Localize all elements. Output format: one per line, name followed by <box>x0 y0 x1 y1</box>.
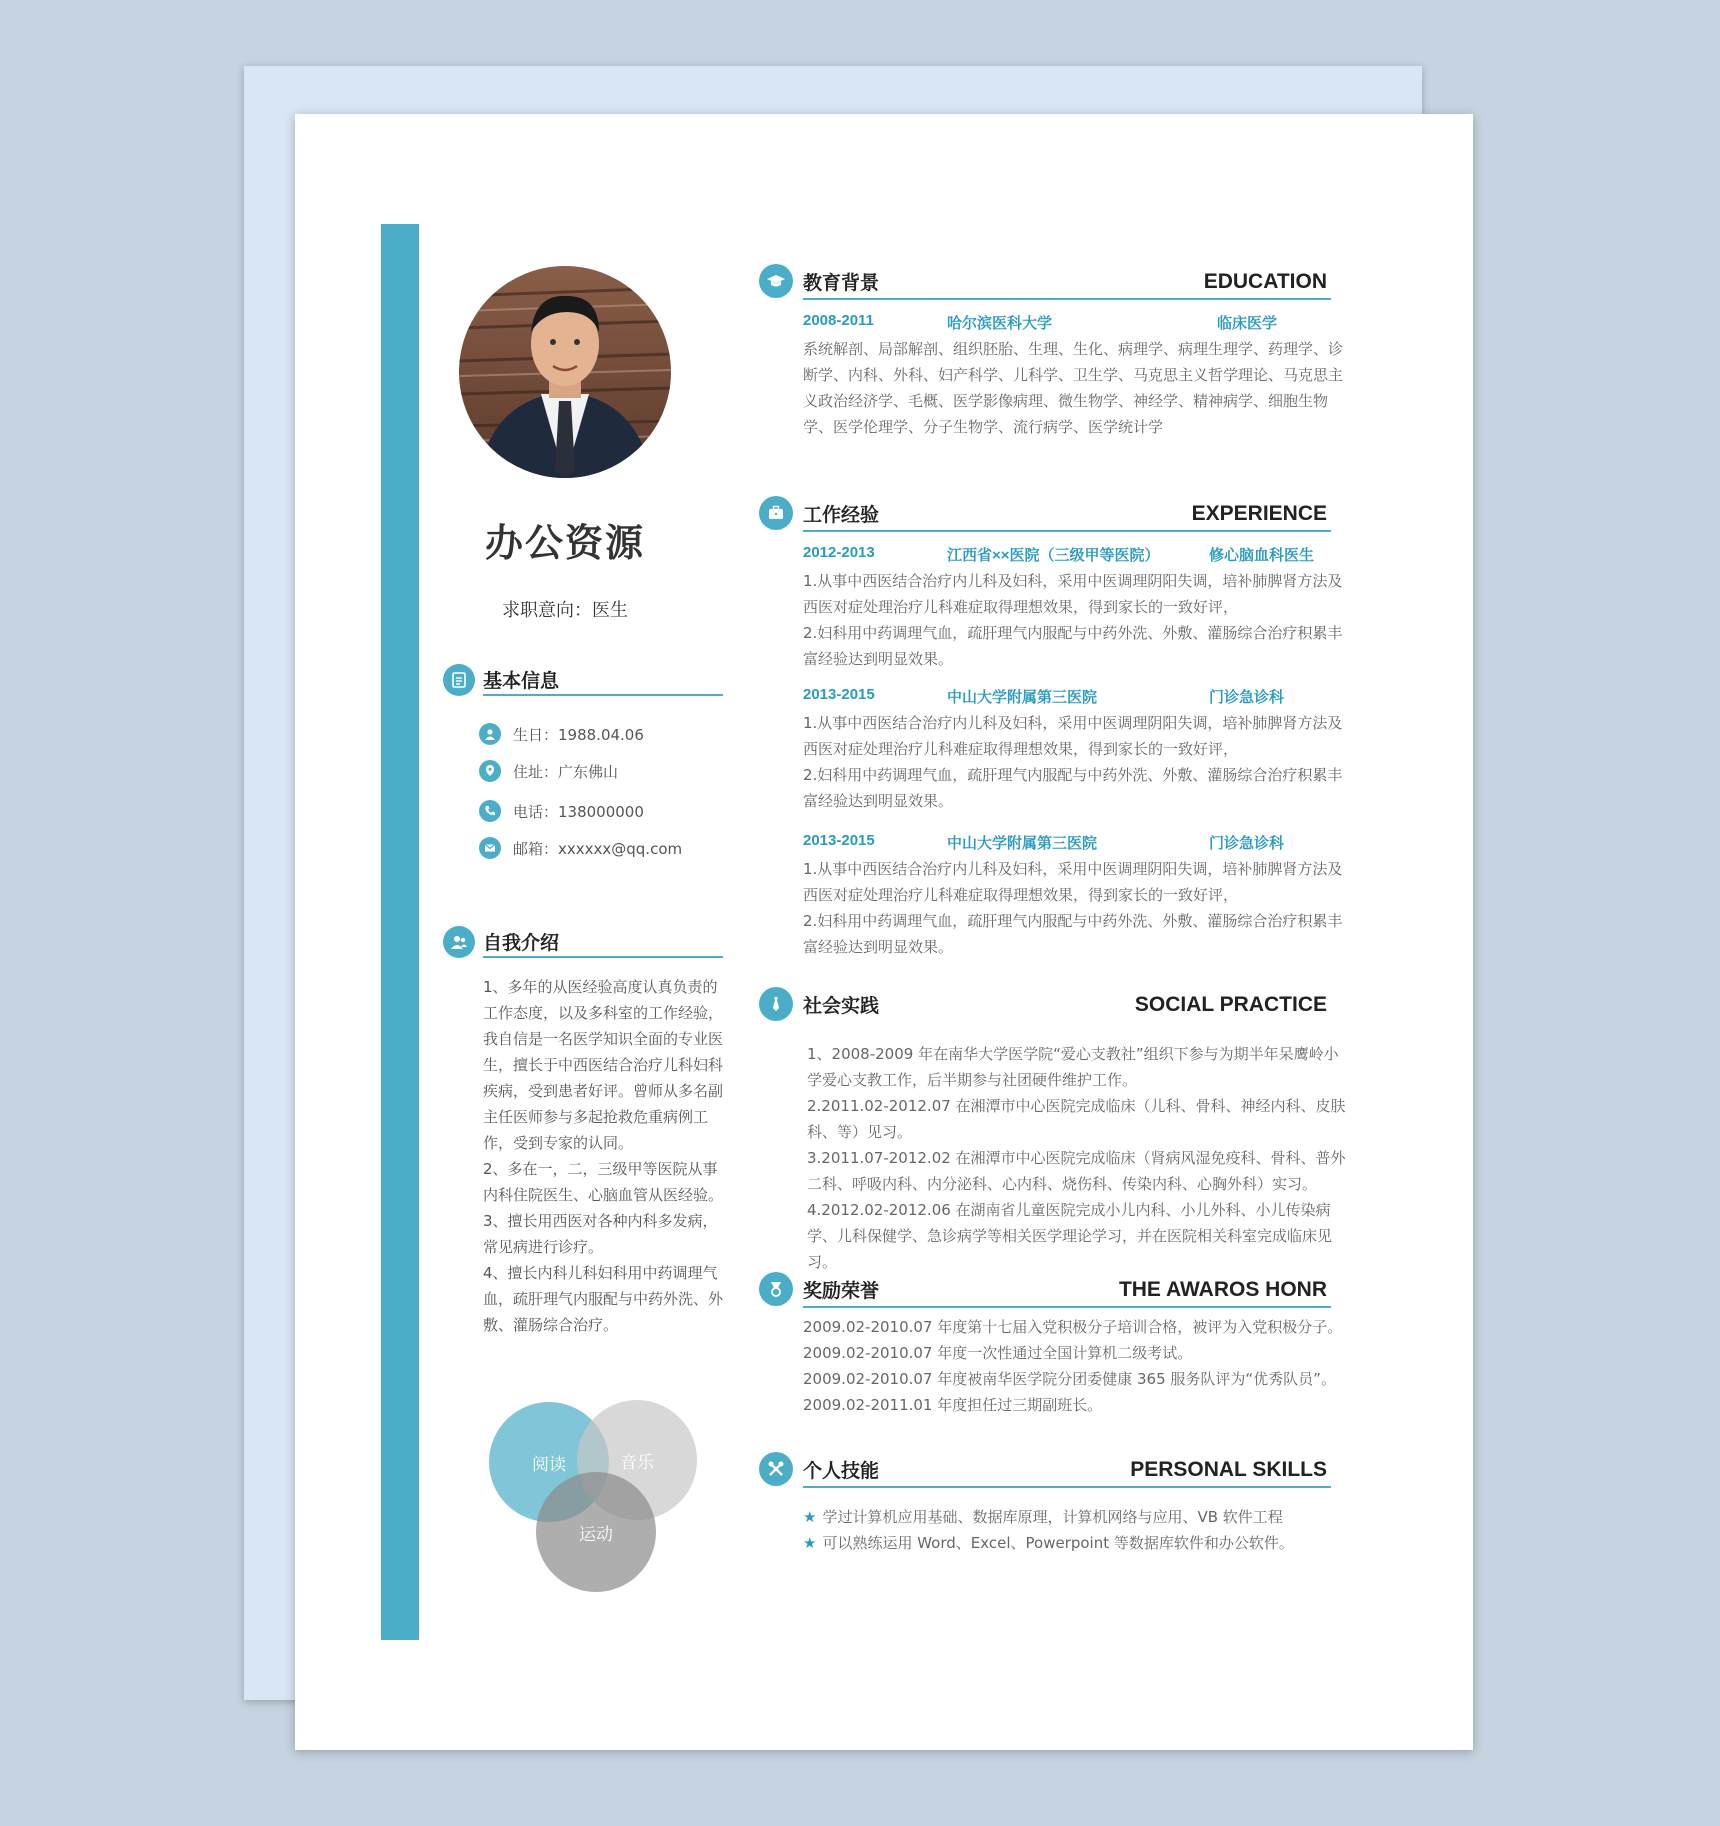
skill-text: 可以熟练运用 Word、Excel、Powerpoint 等数据库软件和办公软件。 <box>822 1534 1294 1552</box>
right-column <box>751 224 1361 1640</box>
award-item: 2009.02-2010.07 年度一次性通过全国计算机二级考试。 <box>803 1344 1193 1362</box>
candidate-name: 办公资源 <box>484 521 645 565</box>
hobby-venn-diagram <box>489 1402 719 1602</box>
social-practice-section <box>759 987 1346 1275</box>
education-period: 2008-2011 <box>803 312 874 329</box>
header-underline <box>803 1486 1331 1488</box>
job-intent: 求职意向：医生 <box>502 600 628 621</box>
people-icon <box>443 926 475 958</box>
avatar-photo <box>459 266 671 478</box>
graduation-cap-icon <box>759 264 793 298</box>
job-description <box>803 568 1343 672</box>
skills-items <box>759 1504 1339 1556</box>
self-intro-title: 自我介绍 <box>483 932 560 954</box>
tie-icon <box>759 987 793 1021</box>
phone-icon <box>479 800 501 822</box>
awards-title-en: THE AWAROS HONR <box>1118 1278 1327 1301</box>
self-intro-text <box>483 974 723 1338</box>
intro-paragraph: 2、多在一，二，三级甲等医院从事内科住院医生、心脑血管从医经验。 <box>483 1160 724 1204</box>
social-item: 2.2011.02-2012.07 在湘潭市中心医院完成临床（儿科、骨科、神经内科、皮肤科、等）见习。 <box>807 1097 1346 1141</box>
user-icon <box>479 723 501 745</box>
awards-header <box>759 1272 1339 1312</box>
intro-paragraph: 1、多年的从医经验高度认真负责的工作态度，以及多科室的工作经验，我自信是一名医学知识全面的专业医生，擅长于中西医结合治疗儿科妇科疾病，受到患者好评。曾师从多名副主任医师参与多起抢救危重病例工作，受到专家的认同。 <box>483 978 724 1152</box>
education-courses: 系统解剖、局部解剖、组织胚胎、生理、生化、病理学、病理生理学、药理学、诊断学、内科、外科、妇产科学、儿科学、卫生学、马克思主义哲学理论、马克思主义政治经济学、毛概、医学影像病理、微生物学、神经学、精神病学、细胞生物学、医学伦理学、分子生物学、流行病学、医学统计学 <box>803 340 1344 436</box>
email-text: 邮箱：xxxxxx@qq.com <box>513 840 683 858</box>
experience-title: 工作经验 <box>803 504 880 526</box>
skill-text: 学过计算机应用基础、数据库原理，计算机网络与应用、VB 软件工程 <box>822 1508 1283 1526</box>
job-line <box>759 542 1339 568</box>
job-role: 门诊急诊科 <box>1209 835 1285 852</box>
skills-section <box>759 1452 1339 1556</box>
header-underline <box>803 1306 1331 1308</box>
star-icon: ★ <box>803 1508 817 1526</box>
social-items <box>807 1041 1347 1275</box>
job-desc-line: 2.妇科用中药调理气血，疏肝理气内服配与中药外洗、外敷、灌肠综合治疗积累丰富经验达到明显效果。 <box>803 912 1343 956</box>
job-desc-line: 2.妇科用中药调理气血，疏肝理气内服配与中药外洗、外敷、灌肠综合治疗积累丰富经验达到明显效果。 <box>803 766 1343 810</box>
header-underline <box>483 956 723 958</box>
social-item: 3.2011.07-2012.02 在湘潭市中心医院完成临床（肾病风湿免疫科、骨科、普外二科、呼吸内科、内分泌科、心内科、烧伤科、传染内科、心胸外科）实习。 <box>807 1149 1346 1193</box>
job-period: 2012-2013 <box>803 544 875 561</box>
job-period: 2013-2015 <box>803 832 875 849</box>
intro-paragraph: 3、擅长用西医对各种内科多发病，常见病进行诊疗。 <box>483 1212 718 1256</box>
address-text: 住址：广东佛山 <box>513 763 619 781</box>
job-desc-line: 1.从事中西医结合治疗内儿科及妇科，采用中医调理阴阳失调，培补肺脾肾方法及西医对症处理治疗儿科难症取得理想效果，得到家长的一致好评， <box>803 572 1343 616</box>
job-org: 中山大学附属第三医院 <box>947 835 1098 852</box>
education-line <box>759 310 1339 336</box>
phone-text: 电话：138000000 <box>513 803 644 821</box>
social-header <box>759 987 1339 1027</box>
skills-title-en: PERSONAL SKILLS <box>1130 1458 1327 1481</box>
skill-item <box>803 1530 1339 1556</box>
job-description <box>803 710 1343 814</box>
header-underline <box>803 530 1331 532</box>
hobby-reading: 阅读 <box>489 1402 609 1522</box>
job-role: 修心脑血科医生 <box>1209 547 1315 564</box>
mail-icon <box>479 837 501 859</box>
social-item: 1、2008-2009 年在南华大学医学院“爱心支教社”组织下参与为期半年呆鹰岭小学爱心支教工作，后半期参与社团硬件维护工作。 <box>807 1045 1339 1089</box>
award-item: 2009.02-2010.07 年度第十七届入党积极分子培训合格，被评为入党积极分子。 <box>803 1318 1343 1336</box>
job-line <box>759 830 1339 856</box>
education-section <box>759 264 1344 440</box>
tools-icon <box>759 1452 793 1486</box>
job-org: 江西省××医院（三级甲等医院） <box>947 547 1160 564</box>
job-description <box>803 856 1343 960</box>
header-underline <box>483 694 723 696</box>
job-desc-line: 2.妇科用中药调理气血，疏肝理气内服配与中药外洗、外敷、灌肠综合治疗积累丰富经验达到明显效果。 <box>803 624 1343 668</box>
basic-info-title: 基本信息 <box>483 670 560 692</box>
header-underline <box>803 298 1331 300</box>
left-column <box>419 224 749 1640</box>
award-item: 2009.02-2010.07 年度被南华医学院分团委健康 365 服务队评为“优秀队员”。 <box>803 1370 1336 1388</box>
skills-header <box>759 1452 1339 1492</box>
job-desc-line: 1.从事中西医结合治疗内儿科及妇科，采用中医调理阴阳失调，培补肺脾肾方法及西医对症处理治疗儿科难症取得理想效果，得到家长的一致好评， <box>803 860 1343 904</box>
job-line <box>759 684 1339 710</box>
education-title: 教育背景 <box>803 272 880 294</box>
skill-item <box>803 1504 1339 1530</box>
awards-items <box>803 1314 1343 1418</box>
education-school: 哈尔滨医科大学 <box>947 315 1053 332</box>
id-card-icon <box>443 664 475 696</box>
job-desc-line: 1.从事中西医结合治疗内儿科及妇科，采用中医调理阴阳失调，培补肺脾肾方法及西医对症处理治疗儿科难症取得理想效果，得到家长的一致好评， <box>803 714 1343 758</box>
experience-section <box>759 496 1343 960</box>
resume-page <box>295 114 1473 1750</box>
education-title-en: EDUCATION <box>1203 270 1327 293</box>
star-icon: ★ <box>803 1534 817 1552</box>
awards-section <box>759 1272 1343 1418</box>
job-org: 中山大学附属第三医院 <box>947 689 1098 706</box>
awards-title: 奖励荣誉 <box>803 1280 880 1302</box>
experience-header <box>759 496 1339 536</box>
job-period: 2013-2015 <box>803 686 875 703</box>
briefcase-icon <box>759 496 793 530</box>
self-intro-header <box>443 926 723 962</box>
experience-title-en: EXPERIENCE <box>1191 502 1327 525</box>
award-item: 2009.02-2011.01 年度担任过三期副班长。 <box>803 1396 1103 1414</box>
hobby-sport: 运动 <box>536 1472 656 1592</box>
skills-title: 个人技能 <box>803 1460 880 1482</box>
accent-side-bar <box>381 224 419 1640</box>
intro-paragraph: 4、擅长内科儿科妇科用中药调理气血，疏肝理气内服配与中药外洗、外敷、灌肠综合治疗。 <box>483 1264 724 1334</box>
location-icon <box>479 760 501 782</box>
social-title-en: SOCIAL PRACTICE <box>1134 993 1327 1016</box>
social-item: 4.2012.02-2012.06 在湖南省儿童医院完成小儿内科、小儿外科、小儿传染病学、儿科保健学、急诊病学等相关医学理论学习，并在医院相关科室完成临床见习。 <box>807 1201 1333 1271</box>
education-header <box>759 264 1339 304</box>
social-title: 社会实践 <box>803 995 880 1017</box>
education-major: 临床医学 <box>1217 315 1278 332</box>
job-role: 门诊急诊科 <box>1209 689 1285 706</box>
medal-icon <box>759 1272 793 1306</box>
hobby-music: 音乐 <box>577 1400 697 1520</box>
resume-content <box>381 224 1381 1640</box>
basic-info-header <box>443 664 723 700</box>
birthday-text: 生日：1988.04.06 <box>513 726 644 744</box>
